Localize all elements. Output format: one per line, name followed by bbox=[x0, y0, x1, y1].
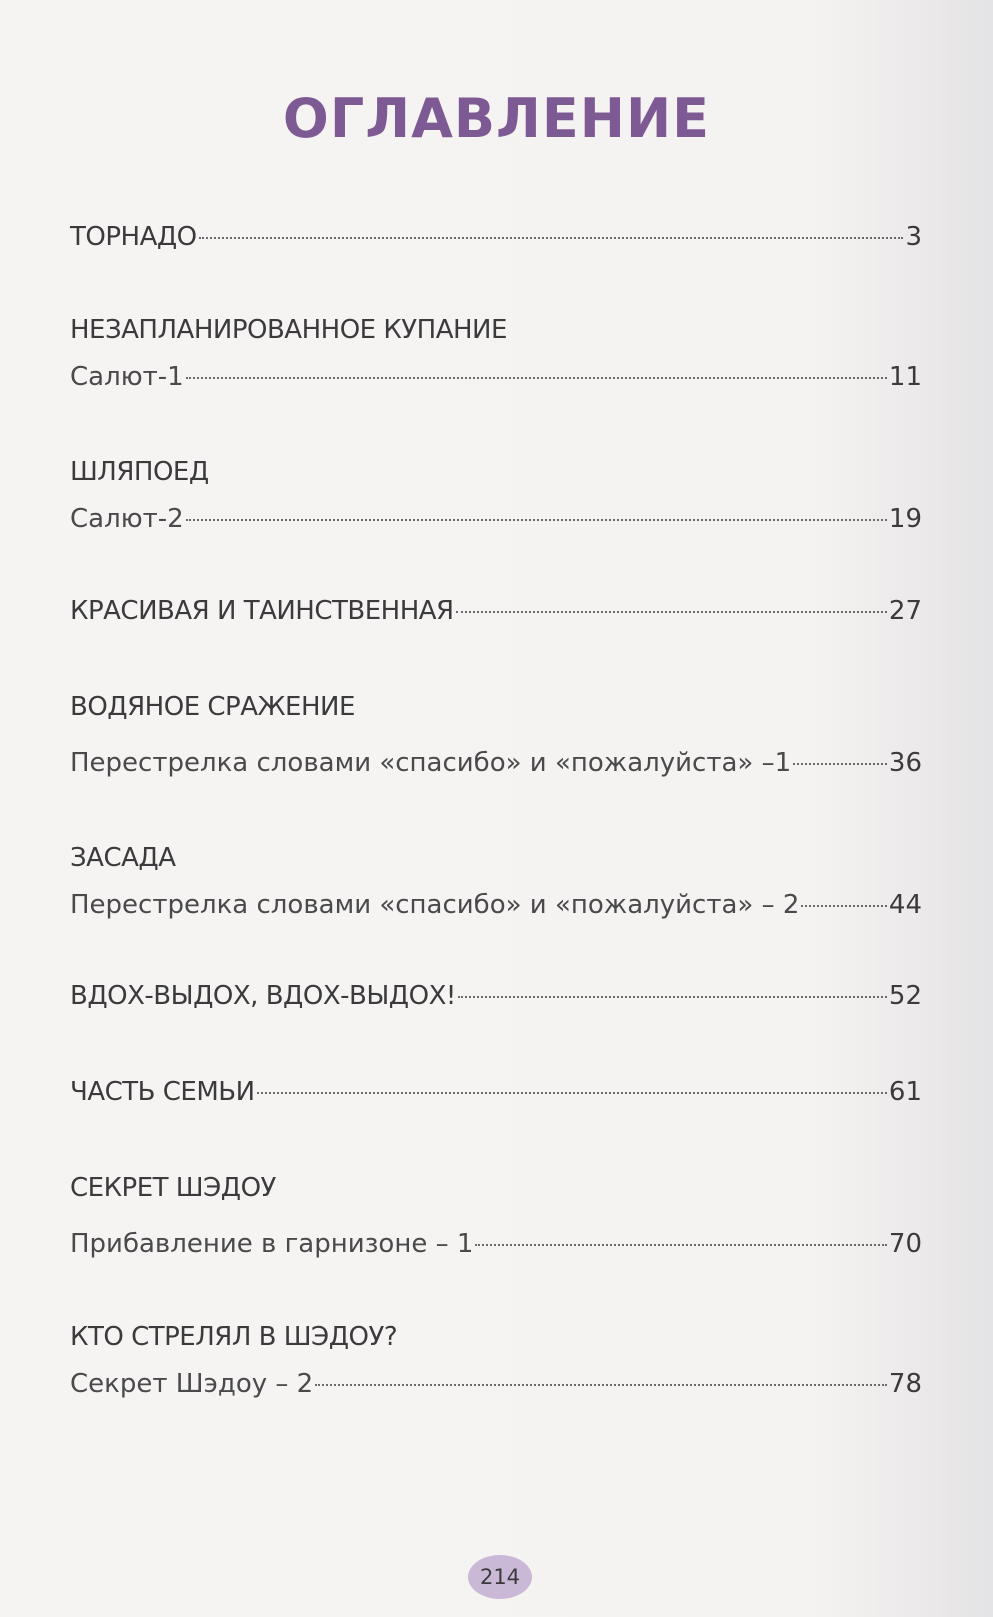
toc-entry bbox=[70, 843, 922, 921]
toc-heading: КТО СТРЕЛЯЛ В ШЭДОУ? bbox=[70, 1322, 398, 1352]
toc-line[interactable] bbox=[70, 1229, 922, 1260]
toc-line-label: Салют-1 bbox=[70, 362, 184, 393]
toc-heading: СЕКРЕТ ШЭДОУ bbox=[70, 1173, 276, 1203]
toc-page-number: 78 bbox=[888, 1369, 922, 1400]
page-number-badge: 214 bbox=[468, 1555, 532, 1599]
toc-entry bbox=[70, 315, 922, 393]
toc-heading: ЗАСАДА bbox=[70, 843, 176, 873]
dot-leader bbox=[257, 1092, 887, 1094]
toc-line[interactable] bbox=[70, 504, 922, 535]
toc-page-number: 27 bbox=[888, 596, 922, 626]
toc-line[interactable] bbox=[70, 362, 922, 393]
toc-line-label: ТОРНАДО bbox=[70, 222, 197, 252]
toc-line[interactable] bbox=[70, 1369, 922, 1400]
toc-line-label: Прибавление в гарнизоне – 1 bbox=[70, 1229, 474, 1260]
toc-page-number: 36 bbox=[888, 748, 922, 779]
toc-line[interactable] bbox=[70, 890, 922, 921]
dot-leader bbox=[186, 377, 887, 379]
toc-line-label: КРАСИВАЯ И ТАИНСТВЕННАЯ bbox=[70, 596, 454, 626]
toc-line-label: Перестрелка словами «спасибо» и «пожалуйста» –1 bbox=[70, 748, 792, 779]
toc-line-label: ЧАСТЬ СЕМЬИ bbox=[70, 1077, 255, 1107]
toc-entry bbox=[70, 596, 922, 627]
toc-line[interactable] bbox=[70, 222, 922, 253]
dot-leader bbox=[315, 1384, 887, 1386]
dot-leader bbox=[458, 996, 887, 998]
toc-line[interactable] bbox=[70, 748, 922, 779]
toc-page-number: 61 bbox=[888, 1077, 922, 1107]
toc-entry bbox=[70, 1173, 922, 1260]
toc-heading: ВОДЯНОЕ СРАЖЕНИЕ bbox=[70, 692, 355, 722]
toc-line-label: Перестрелка словами «спасибо» и «пожалуйста» – 2 bbox=[70, 890, 800, 921]
page-title: ОГЛАВЛЕНИЕ bbox=[282, 87, 711, 150]
toc-line-label: ВДОХ-ВЫДОХ, ВДОХ-ВЫДОХ! bbox=[70, 981, 456, 1011]
toc-page-number: 44 bbox=[888, 890, 922, 921]
toc-entry bbox=[70, 457, 922, 535]
toc-line[interactable] bbox=[70, 596, 922, 627]
dot-leader bbox=[186, 519, 887, 521]
toc-line-label: Салют-2 bbox=[70, 504, 184, 535]
dot-leader bbox=[801, 905, 887, 907]
toc-entry bbox=[70, 222, 922, 253]
toc-page-number: 19 bbox=[888, 504, 922, 535]
dot-leader bbox=[475, 1244, 887, 1246]
toc-entry bbox=[70, 981, 922, 1012]
toc-page-number: 70 bbox=[888, 1229, 922, 1260]
toc-line[interactable] bbox=[70, 1077, 922, 1108]
toc-page-number: 11 bbox=[888, 362, 922, 393]
toc-heading: ШЛЯПОЕД bbox=[70, 457, 209, 487]
toc-entry bbox=[70, 692, 922, 779]
dot-leader bbox=[456, 611, 887, 613]
dot-leader bbox=[793, 763, 887, 765]
toc-entry bbox=[70, 1322, 922, 1400]
toc-entry bbox=[70, 1077, 922, 1108]
dot-leader bbox=[199, 237, 904, 239]
toc-heading: НЕЗАПЛАНИРОВАННОЕ КУПАНИЕ bbox=[70, 315, 507, 345]
toc-page-number: 3 bbox=[905, 222, 922, 252]
toc-line[interactable] bbox=[70, 981, 922, 1012]
toc-page-number: 52 bbox=[888, 981, 922, 1011]
toc-line-label: Секрет Шэдоу – 2 bbox=[70, 1369, 314, 1400]
